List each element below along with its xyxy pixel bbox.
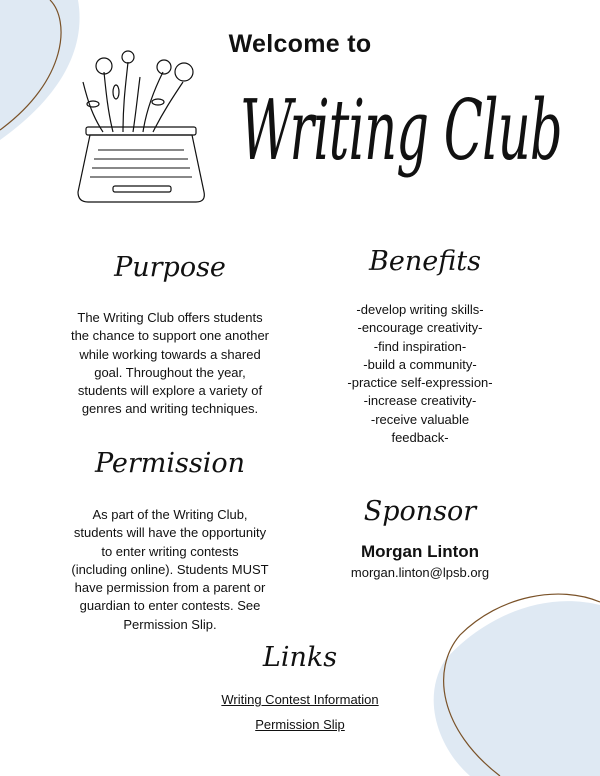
text-line: As part of the Writing Club,: [92, 507, 248, 522]
welcome-text: Welcome to: [228, 30, 372, 58]
permission-text: [30, 506, 310, 634]
text-line: have permission from a parent or: [74, 580, 266, 596]
purpose-heading: Purpose: [114, 252, 226, 283]
text-line: goal. Throughout the year,: [94, 364, 246, 380]
text-line: the chance to support one another: [70, 328, 270, 344]
text-line: to enter writing contests: [101, 543, 239, 559]
text-line: students will have the opportunity: [73, 525, 267, 541]
club-title: Writing Club: [240, 83, 562, 180]
typewriter-icon: [78, 127, 204, 202]
writing-contest-link[interactable]: Writing Contest Information: [221, 692, 379, 707]
list-item: -find inspiration-: [373, 338, 467, 354]
sponsor-name: Morgan Linton: [360, 542, 480, 561]
benefits-list: [315, 301, 525, 447]
list-item: -encourage creativity-: [357, 320, 483, 336]
sponsor-email: morgan.linton@lpsb.org: [350, 565, 490, 580]
text-line: The Writing Club offers students: [77, 310, 263, 325]
text-line: guardian to enter contests. See: [79, 598, 261, 614]
flowers-icon: [83, 51, 193, 132]
permission-slip-link[interactable]: Permission Slip: [255, 717, 345, 732]
permission-heading: Permission: [94, 448, 246, 479]
text-line: genres and writing techniques.: [81, 401, 259, 417]
list-item: -increase creativity-: [363, 393, 477, 409]
list-item: feedback-: [391, 430, 449, 446]
text-line: Permission Slip.: [123, 616, 217, 632]
bottom-right-blob: [434, 601, 600, 776]
benefits-heading: Benefits: [369, 246, 481, 277]
text-line: while working towards a shared: [79, 346, 261, 362]
text-line: (including online). Students MUST: [71, 561, 269, 577]
list-item: -develop writing skills-: [356, 302, 484, 317]
list-item: -receive valuable: [370, 411, 470, 427]
purpose-text: [35, 309, 305, 419]
links-heading: Links: [262, 642, 338, 673]
typewriter-flowers-illustration: [68, 42, 218, 212]
list-item: -build a community-: [363, 356, 477, 372]
sponsor-heading: Sponsor: [363, 496, 477, 527]
text-line: students will explore a variety of: [77, 383, 263, 399]
list-item: -practice self-expression-: [347, 375, 493, 391]
